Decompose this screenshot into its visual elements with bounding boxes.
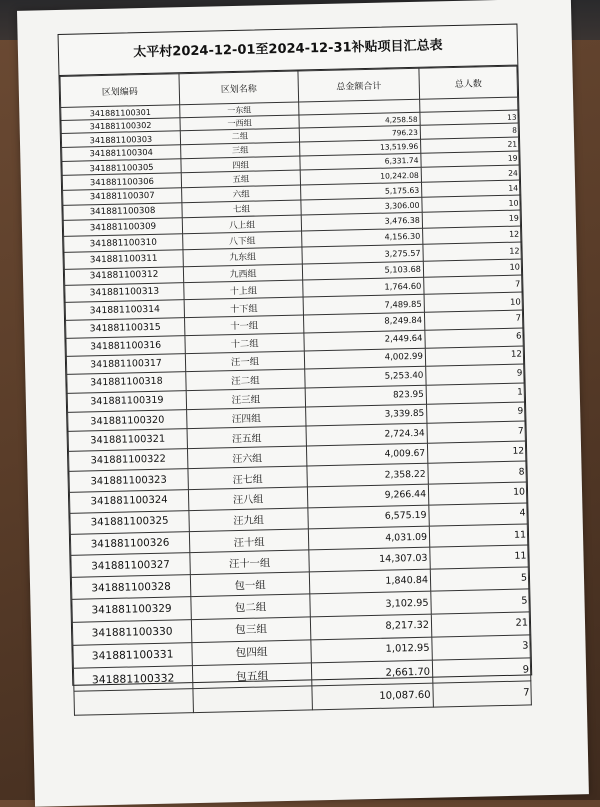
cell-name: 九东组 xyxy=(183,247,302,266)
cell-count: 19 xyxy=(422,210,520,228)
cell-code: 341881100331 xyxy=(73,642,192,668)
cell-name: 汪七组 xyxy=(188,466,307,489)
cell-count: 10 xyxy=(424,292,522,312)
cell-count: 10 xyxy=(428,482,526,505)
cell-name: 包五组 xyxy=(192,663,312,689)
cell-code: 341881100313 xyxy=(65,283,184,303)
cell-name: 包四组 xyxy=(192,640,311,666)
cell-name: 九西组 xyxy=(183,264,302,283)
cell-amount: 1,012.95 xyxy=(311,637,432,663)
cell-count: 8 xyxy=(428,461,526,484)
cell-count: 9 xyxy=(427,402,525,424)
cell-code: 341881100319 xyxy=(67,391,186,413)
cell-code: 341881100332 xyxy=(73,666,193,692)
cell-code xyxy=(74,689,194,716)
cell-amount: 1,764.60 xyxy=(303,278,424,298)
cell-count: 24 xyxy=(421,165,519,182)
cell-amount: 7,489.85 xyxy=(303,295,424,315)
cell-code: 341881100301 xyxy=(61,105,180,121)
cell-amount: 9,266.44 xyxy=(307,484,428,508)
cell-amount: 5,253.40 xyxy=(305,366,426,388)
cell-name: 六组 xyxy=(182,185,301,203)
cell-count: 5 xyxy=(431,589,529,614)
cell-name: 一西组 xyxy=(180,115,299,131)
cell-count: 9 xyxy=(432,658,531,684)
cell-amount: 6,331.74 xyxy=(300,153,421,170)
cell-code: 341881100311 xyxy=(64,250,183,269)
cell-code: 341881100328 xyxy=(71,575,190,600)
cell-code: 341881100326 xyxy=(70,531,189,555)
cell-amount: 4,031.09 xyxy=(308,526,429,550)
cell-amount: 3,306.00 xyxy=(301,197,422,215)
cell-name: 汪八组 xyxy=(188,487,307,510)
cell-name: 汪十一组 xyxy=(190,550,309,574)
cell-code: 341881100318 xyxy=(67,372,186,393)
cell-code: 341881100303 xyxy=(61,131,180,147)
cell-count: 7 xyxy=(433,681,532,707)
cell-code: 341881100309 xyxy=(63,218,182,236)
cell-name: 汪九组 xyxy=(189,508,308,532)
cell-code: 341881100322 xyxy=(69,449,188,472)
cell-name: 汪十组 xyxy=(189,529,308,553)
paper-sheet xyxy=(17,0,589,807)
cell-count: 21 xyxy=(431,612,529,637)
cell-count: 19 xyxy=(421,151,519,168)
summary-table xyxy=(59,66,531,717)
cell-code: 341881100316 xyxy=(66,335,185,356)
cell-count: 10 xyxy=(423,259,521,278)
cell-count: 12 xyxy=(425,346,523,367)
cell-code: 341881100306 xyxy=(62,173,181,190)
cell-count: 7 xyxy=(424,275,522,294)
cell-amount: 6,575.19 xyxy=(308,505,429,529)
header-count: 总人数 xyxy=(419,66,518,99)
cell-amount: 796.23 xyxy=(299,126,420,142)
cell-amount: 1,840.84 xyxy=(309,569,430,594)
cell-name xyxy=(193,686,313,713)
table-title: 太平村2024-12-01至2024-12-31补贴项目汇总表 xyxy=(59,25,518,76)
cell-name: 八下组 xyxy=(183,231,302,250)
cell-count: 4 xyxy=(429,503,527,526)
cell-amount: 4,009.67 xyxy=(306,443,427,466)
cell-count: 7 xyxy=(424,310,522,330)
cell-name: 十下组 xyxy=(184,297,303,317)
cell-code: 341881100330 xyxy=(72,619,191,645)
cell-count: 12 xyxy=(423,242,521,261)
cell-code: 341881100324 xyxy=(69,490,188,513)
cell-count: 5 xyxy=(430,567,528,591)
cell-amount: 2,449.64 xyxy=(304,330,425,351)
cell-name: 十二组 xyxy=(185,333,304,354)
cell-code: 341881100302 xyxy=(61,118,180,134)
cell-amount: 5,175.63 xyxy=(301,182,422,200)
cell-code: 341881100310 xyxy=(64,234,183,253)
cell-name: 五组 xyxy=(181,170,300,187)
cell-name: 汪一组 xyxy=(185,351,304,372)
cell-name: 一东组 xyxy=(180,102,299,118)
cell-count: 10 xyxy=(422,195,520,213)
cell-count: 11 xyxy=(430,545,528,569)
cell-code: 341881100304 xyxy=(62,145,181,162)
cell-amount: 4,156.30 xyxy=(302,228,423,247)
cell-name: 十上组 xyxy=(184,280,303,300)
cell-name: 二组 xyxy=(180,128,299,144)
cell-code: 341881100327 xyxy=(71,553,190,577)
cell-count: 14 xyxy=(421,180,519,197)
cell-amount: 14,307.03 xyxy=(309,548,430,573)
cell-name: 包一组 xyxy=(190,572,309,597)
cell-name: 四组 xyxy=(181,156,300,173)
cell-count: 9 xyxy=(426,364,524,385)
cell-count: 12 xyxy=(423,226,521,244)
cell-amount: 2,661.70 xyxy=(311,660,433,686)
header-name: 区划名称 xyxy=(179,71,299,105)
cell-amount: 2,358.22 xyxy=(307,464,428,487)
cell-amount: 3,476.38 xyxy=(301,213,422,231)
cell-code: 341881100325 xyxy=(70,510,189,534)
cell-name: 十一组 xyxy=(185,315,304,335)
cell-count: 6 xyxy=(425,328,523,348)
cell-count: 21 xyxy=(421,137,519,153)
cell-count: 13 xyxy=(420,110,518,126)
cell-amount: 3,339.85 xyxy=(306,404,427,426)
table-body xyxy=(61,97,532,716)
cell-name: 包二组 xyxy=(191,594,310,619)
cell-amount: 8,249.84 xyxy=(303,312,424,333)
cell-name: 汪三组 xyxy=(186,388,305,410)
cell-count: 1 xyxy=(426,383,524,404)
cell-code: 341881100329 xyxy=(72,597,191,622)
cell-code: 341881100321 xyxy=(68,429,187,451)
cell-code: 341881100305 xyxy=(62,159,181,176)
cell-amount: 10,087.60 xyxy=(312,684,434,711)
cell-amount: 13,519.96 xyxy=(300,139,421,156)
cell-count: 3 xyxy=(432,635,531,660)
cell-name: 汪四组 xyxy=(187,407,306,429)
header-code: 区划编码 xyxy=(60,74,180,108)
cell-name: 七组 xyxy=(182,200,301,218)
cell-code: 341881100314 xyxy=(65,300,184,320)
cell-code: 341881100308 xyxy=(63,203,182,221)
cell-name: 汪六组 xyxy=(187,446,306,469)
cell-amount: 823.95 xyxy=(305,385,426,407)
cell-code: 341881100312 xyxy=(64,266,183,285)
cell-amount: 4,258.58 xyxy=(299,112,420,128)
summary-table-frame xyxy=(58,24,533,703)
cell-count: 8 xyxy=(420,123,518,139)
cell-count: 11 xyxy=(429,524,527,548)
cell-code: 341881100320 xyxy=(68,410,187,432)
cell-count: 7 xyxy=(427,421,525,443)
cell-name: 包三组 xyxy=(191,617,310,643)
cell-code: 341881100307 xyxy=(63,188,182,206)
cell-amount: 3,275.57 xyxy=(302,244,423,263)
cell-code: 341881100315 xyxy=(66,317,185,337)
cell-code: 341881100317 xyxy=(66,353,185,374)
header-amount: 总金额合计 xyxy=(298,68,420,102)
cell-name: 汪五组 xyxy=(187,426,306,448)
cell-amount: 10,242.08 xyxy=(300,168,421,185)
cell-name: 汪二组 xyxy=(186,369,305,390)
cell-count: 12 xyxy=(427,441,525,463)
cell-amount: 8,217.32 xyxy=(310,614,431,640)
cell-amount: 4,002.99 xyxy=(304,348,425,369)
cell-amount: 3,102.95 xyxy=(310,591,431,616)
cell-code: 341881100323 xyxy=(69,469,188,492)
cell-name: 三组 xyxy=(181,142,300,159)
cell-amount: 5,103.68 xyxy=(302,261,423,280)
cell-amount: 2,724.34 xyxy=(306,424,427,447)
cell-name: 八上组 xyxy=(182,215,301,233)
